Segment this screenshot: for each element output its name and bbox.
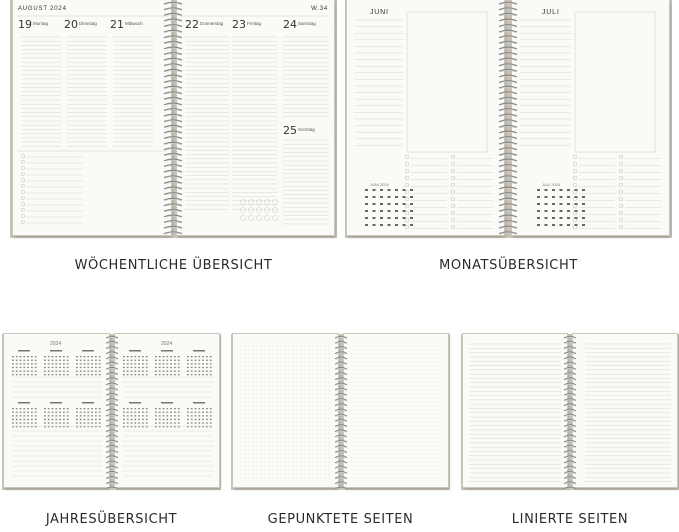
weekly-month-header: AUGUST 2024 (18, 6, 67, 12)
ruled-lines-right (573, 334, 677, 487)
lined-right-page (573, 334, 677, 487)
monthly-left-grid (347, 0, 504, 235)
day-number-thu: 22 (185, 18, 199, 31)
day-name-wed: Mittwoch (125, 21, 143, 26)
weekly-right-page (177, 0, 334, 235)
monthly-left-title: JUNI (370, 9, 389, 16)
lined-spiral-binding (562, 334, 578, 490)
mini-calendar-right-title: JULI 2024 (542, 182, 561, 187)
day-name-tue: Dienstag (79, 21, 97, 26)
monthly-left-page (347, 0, 504, 235)
yearly-right-page (115, 334, 219, 487)
weekly-right-grid (177, 0, 334, 235)
lined-left-page (463, 334, 567, 487)
weekly-left-page (13, 0, 171, 235)
ruled-lines-left (463, 334, 567, 487)
caption-dotted: GEPUNKTETE SEITEN (267, 512, 414, 527)
mini-calendar-left-title: JUNI 2024 (370, 182, 389, 187)
yearly-left-year: 2024 (50, 341, 62, 347)
day-name-fri: Freitag (247, 21, 262, 26)
yearly-left-calendars (4, 334, 109, 487)
caption-weekly: WÖCHENTLICHE ÜBERSICHT (74, 258, 273, 273)
dotted-right-page (344, 334, 448, 487)
monthly-right-grid (512, 0, 669, 235)
day-name-mon: Montag (33, 21, 49, 26)
weekly-week-label: W.34 (311, 6, 328, 12)
day-number-mon: 19 (18, 18, 32, 31)
monthly-spiral-binding (497, 0, 519, 238)
caption-monthly: MONATSÜBERSICHT (439, 258, 578, 273)
day-name-sun: Sonntag (298, 127, 315, 132)
day-number-sun: 25 (283, 124, 297, 137)
day-number-tue: 20 (64, 18, 78, 31)
dot-grid-right (344, 334, 448, 487)
yearly-spiral-binding (104, 334, 120, 490)
dot-grid-left (233, 334, 338, 487)
weekly-left-grid (13, 0, 171, 235)
day-number-fri: 23 (232, 18, 246, 31)
yearly-right-year: 2024 (161, 341, 173, 347)
dotted-left-page (233, 334, 338, 487)
weekly-spiral-binding (162, 0, 184, 238)
yearly-right-calendars (115, 334, 219, 487)
day-name-thu: Donnerstag (200, 21, 224, 26)
day-name-sat: Samstag (298, 21, 316, 26)
yearly-left-page (4, 334, 109, 487)
monthly-right-page (512, 0, 669, 235)
caption-yearly: JAHRESÜBERSICHT (45, 512, 178, 527)
day-number-wed: 21 (110, 18, 124, 31)
dotted-spiral-binding (333, 334, 349, 490)
monthly-right-title: JULI (542, 9, 560, 16)
day-number-sat: 24 (283, 18, 297, 31)
caption-lined: LINIERTE SEITEN (511, 512, 629, 527)
